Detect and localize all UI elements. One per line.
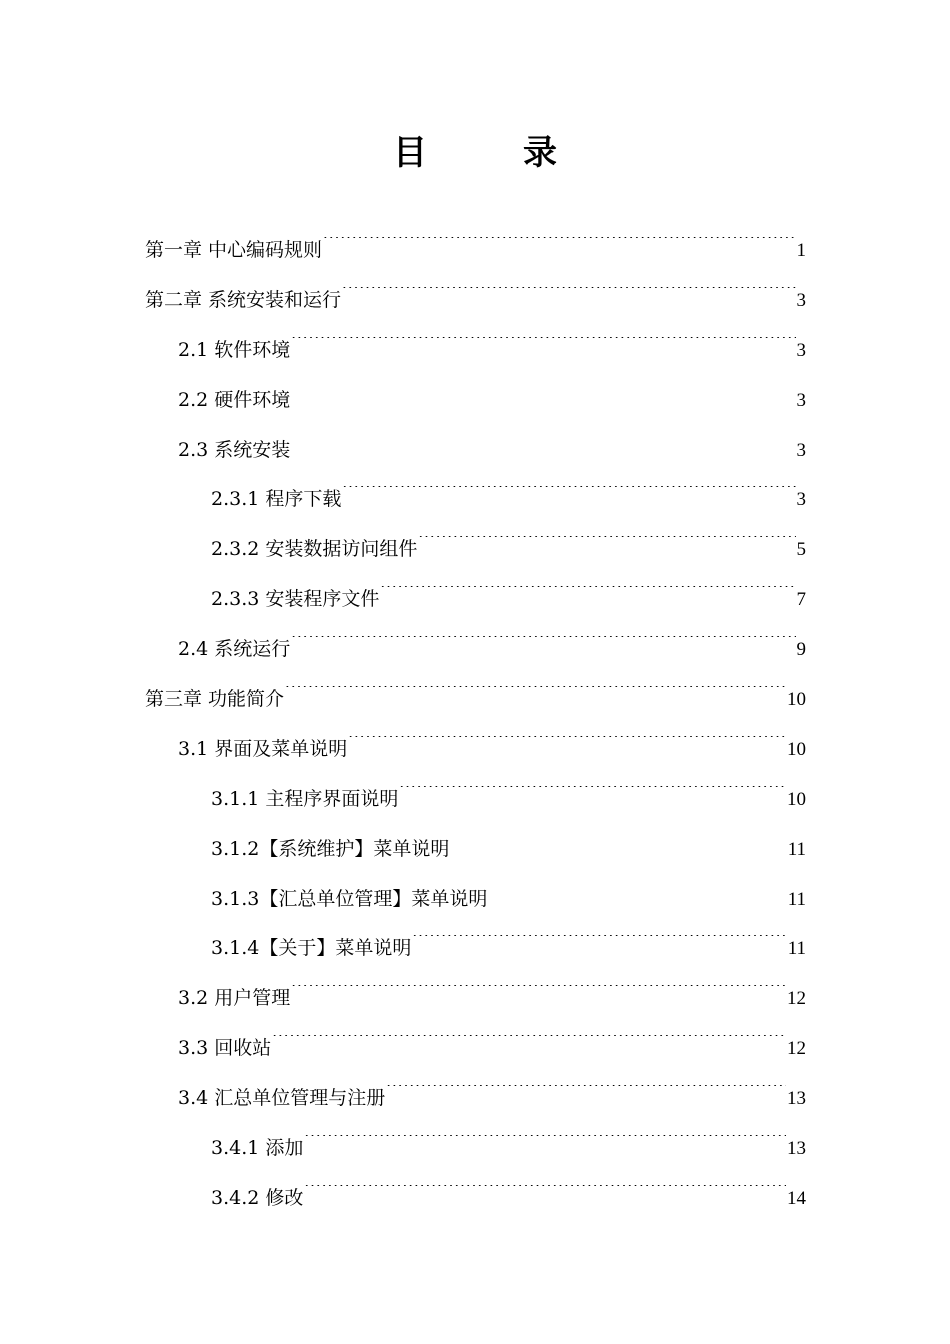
toc-leader-dots [412, 935, 786, 954]
toc-entry-text: 第一章 中心编码规则 [145, 239, 323, 261]
toc-entry[interactable] [145, 875, 806, 925]
toc-entry[interactable] [145, 625, 806, 675]
toc-page-number: 7 [796, 589, 806, 611]
toc-entry[interactable] [145, 924, 806, 974]
toc-page-number: 3 [796, 389, 806, 411]
toc-leader-dots [291, 387, 795, 406]
toc-page-number: 11 [787, 938, 806, 960]
toc-leader-dots [342, 287, 795, 306]
toc-page-number: 3 [796, 439, 806, 461]
toc-page-number: 1 [796, 240, 806, 261]
toc-entry-text: 2.3.3 安装程序文件 [211, 588, 380, 611]
toc-entry-text: 2.2 硬件环境 [178, 388, 291, 411]
toc-page-number: 13 [787, 1088, 806, 1110]
toc-entry-text: 2.4 系统运行 [178, 638, 291, 661]
toc-entry[interactable] [145, 326, 806, 376]
toc-entry-text: 2.3.2 安装数据访问组件 [211, 538, 418, 561]
toc-leader-dots [291, 985, 786, 1004]
toc-entry-text: 3.4.1 添加 [211, 1137, 304, 1160]
toc-leader-dots [488, 886, 786, 905]
toc-leader-dots [399, 786, 786, 805]
toc-entry-text: 3.1 界面及菜单说明 [178, 737, 348, 760]
toc-page-number: 10 [787, 788, 806, 810]
toc-page-number: 9 [796, 639, 806, 661]
toc-entry-text: 3.1.3【汇总单位管理】菜单说明 [211, 887, 488, 910]
toc-leader-dots [348, 736, 786, 755]
toc-entry-text: 2.3 系统安装 [178, 438, 291, 461]
toc-leader-dots [304, 1185, 786, 1204]
toc-page-number: 10 [787, 689, 806, 711]
toc-page-number: 12 [787, 988, 806, 1010]
toc-entry[interactable] [145, 1174, 806, 1224]
toc-entry[interactable] [145, 475, 806, 525]
page-title [0, 128, 950, 178]
title-char-2: 录 [523, 133, 557, 173]
toc-entry[interactable] [145, 775, 806, 825]
toc-entry-text: 2.3.1 程序下载 [211, 488, 342, 511]
toc-entry-text: 3.1.4【关于】菜单说明 [211, 937, 412, 960]
toc-leader-dots [285, 686, 786, 705]
toc-page-number: 10 [787, 738, 806, 760]
toc-entry-text: 2.1 软件环境 [178, 338, 291, 361]
toc-page-number: 3 [796, 289, 806, 311]
toc-entry[interactable] [145, 1124, 806, 1174]
toc-entry[interactable] [145, 825, 806, 875]
toc-leader-dots [323, 237, 795, 256]
toc-page-number: 13 [787, 1138, 806, 1160]
toc-leader-dots [450, 836, 786, 855]
toc-page-number: 3 [796, 339, 806, 361]
toc-entry-text: 第三章 功能简介 [145, 688, 285, 711]
toc-entry[interactable] [145, 1024, 806, 1074]
toc-leader-dots [386, 1085, 786, 1104]
toc-entry[interactable] [145, 575, 806, 625]
toc-page-number: 14 [787, 1187, 806, 1209]
toc-entry-text: 3.4.2 修改 [211, 1186, 304, 1209]
toc-leader-dots [291, 337, 795, 356]
toc-entry[interactable] [145, 725, 806, 775]
toc-entry-text: 第二章 系统安装和运行 [145, 288, 342, 311]
toc-entry[interactable] [145, 1074, 806, 1124]
title-char-1: 目 [393, 133, 427, 173]
toc-entry-text: 3.1.1 主程序界面说明 [211, 787, 399, 810]
toc-leader-dots [342, 486, 795, 505]
toc-entry-text: 3.4 汇总单位管理与注册 [178, 1087, 386, 1110]
toc-entry-text: 3.1.2【系统维护】菜单说明 [211, 837, 450, 860]
toc-leader-dots [272, 1035, 786, 1054]
toc-leader-dots [418, 536, 795, 555]
toc-page-number: 5 [796, 539, 806, 561]
toc-entry[interactable] [145, 675, 806, 725]
table-of-contents [145, 226, 806, 1224]
toc-entry[interactable] [145, 226, 806, 276]
toc-page-number: 11 [787, 888, 806, 910]
toc-entry[interactable] [145, 974, 806, 1024]
toc-leader-dots [380, 586, 795, 605]
toc-leader-dots [304, 1135, 786, 1154]
toc-entry[interactable] [145, 276, 806, 326]
toc-leader-dots [291, 636, 795, 655]
toc-entry-text: 3.3 回收站 [178, 1037, 272, 1060]
toc-entry[interactable] [145, 525, 806, 575]
toc-page-number: 12 [787, 1038, 806, 1060]
toc-entry[interactable] [145, 426, 806, 476]
toc-leader-dots [291, 437, 795, 456]
toc-page-number: 3 [796, 489, 806, 511]
toc-entry[interactable] [145, 376, 806, 426]
toc-page-number: 11 [787, 838, 806, 860]
toc-entry-text: 3.2 用户管理 [178, 987, 291, 1010]
